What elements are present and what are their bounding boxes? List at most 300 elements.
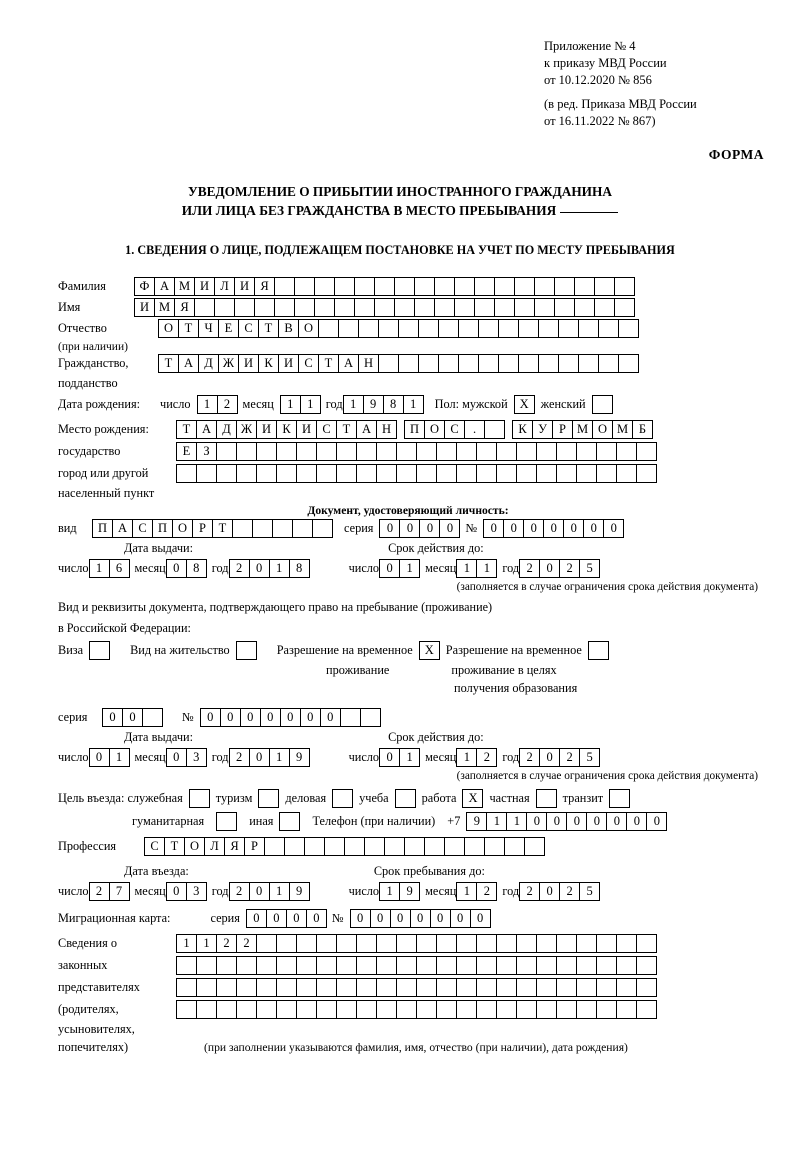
- form-cell[interactable]: [596, 934, 617, 953]
- doc-valid-year-cells[interactable]: [519, 559, 599, 578]
- form-cell[interactable]: [494, 298, 515, 317]
- form-cell[interactable]: [536, 464, 557, 483]
- form-cell[interactable]: 2: [476, 882, 497, 901]
- form-cell[interactable]: [214, 298, 235, 317]
- form-cell[interactable]: С: [238, 319, 259, 338]
- form-cell[interactable]: У: [532, 420, 553, 439]
- checkbox-purpose-transit[interactable]: [609, 789, 630, 808]
- form-cell[interactable]: [616, 956, 637, 975]
- form-cell[interactable]: [276, 1000, 297, 1019]
- form-cell[interactable]: А: [196, 420, 217, 439]
- form-cell[interactable]: [556, 1000, 577, 1019]
- form-cell[interactable]: [236, 978, 257, 997]
- form-cell[interactable]: [376, 464, 397, 483]
- form-cell[interactable]: Я: [224, 837, 245, 856]
- form-cell[interactable]: 3: [186, 882, 207, 901]
- form-cell[interactable]: [356, 442, 377, 461]
- form-cell[interactable]: Ф: [134, 277, 155, 296]
- form-cell[interactable]: [554, 298, 575, 317]
- form-cell[interactable]: [436, 442, 457, 461]
- form-cell[interactable]: [574, 277, 595, 296]
- form-cell[interactable]: [476, 464, 497, 483]
- form-cell[interactable]: [476, 956, 497, 975]
- form-cell[interactable]: С: [298, 354, 319, 373]
- form-cell[interactable]: [376, 442, 397, 461]
- form-cell[interactable]: [216, 978, 237, 997]
- birth-place-row2-cells[interactable]: [176, 442, 656, 461]
- form-cell[interactable]: [334, 298, 355, 317]
- entry-month-cells[interactable]: [166, 882, 206, 901]
- form-cell[interactable]: [458, 354, 479, 373]
- form-cell[interactable]: [516, 442, 537, 461]
- doc-series-cells[interactable]: [379, 519, 459, 538]
- form-cell[interactable]: 5: [579, 882, 600, 901]
- form-cell[interactable]: [414, 298, 435, 317]
- form-cell[interactable]: [316, 442, 337, 461]
- form-cell[interactable]: 0: [503, 519, 524, 538]
- form-cell[interactable]: [536, 978, 557, 997]
- form-cell[interactable]: [394, 298, 415, 317]
- form-cell[interactable]: 1: [456, 748, 477, 767]
- form-cell[interactable]: 0: [586, 812, 607, 831]
- form-cell[interactable]: [636, 442, 657, 461]
- checkbox-temp-residence[interactable]: Х: [419, 641, 440, 660]
- birth-year-cells[interactable]: [343, 395, 423, 414]
- form-cell[interactable]: [538, 354, 559, 373]
- form-cell[interactable]: [496, 1000, 517, 1019]
- form-cell[interactable]: [296, 1000, 317, 1019]
- form-cell[interactable]: [396, 978, 417, 997]
- form-cell[interactable]: 2: [519, 748, 540, 767]
- form-cell[interactable]: С: [144, 837, 165, 856]
- form-cell[interactable]: 0: [483, 519, 504, 538]
- form-cell[interactable]: [272, 519, 293, 538]
- form-cell[interactable]: 2: [229, 882, 250, 901]
- form-cell[interactable]: [478, 319, 499, 338]
- form-cell[interactable]: [578, 319, 599, 338]
- form-cell[interactable]: [438, 319, 459, 338]
- form-cell[interactable]: И: [278, 354, 299, 373]
- form-cell[interactable]: [616, 1000, 637, 1019]
- form-cell[interactable]: 8: [289, 559, 310, 578]
- form-cell[interactable]: [256, 464, 277, 483]
- doc-issue-month-cells[interactable]: [166, 559, 206, 578]
- form-cell[interactable]: Д: [216, 420, 237, 439]
- form-cell[interactable]: С: [132, 519, 153, 538]
- form-cell[interactable]: Т: [318, 354, 339, 373]
- form-cell[interactable]: [234, 298, 255, 317]
- form-cell[interactable]: [394, 277, 415, 296]
- checkbox-residence-permit[interactable]: [236, 641, 257, 660]
- form-cell[interactable]: А: [178, 354, 199, 373]
- form-cell[interactable]: [576, 464, 597, 483]
- doc-valid-day-cells[interactable]: [379, 559, 419, 578]
- form-cell[interactable]: [216, 956, 237, 975]
- form-cell[interactable]: [504, 837, 525, 856]
- form-cell[interactable]: Н: [358, 354, 379, 373]
- form-cell[interactable]: К: [258, 354, 279, 373]
- form-cell[interactable]: 0: [249, 882, 270, 901]
- form-cell[interactable]: М: [612, 420, 633, 439]
- form-cell[interactable]: 0: [523, 519, 544, 538]
- form-cell[interactable]: [556, 956, 577, 975]
- patronymic-cells[interactable]: [158, 319, 638, 338]
- form-cell[interactable]: [496, 934, 517, 953]
- entry-day-cells[interactable]: [89, 882, 129, 901]
- form-cell[interactable]: Т: [258, 319, 279, 338]
- form-cell[interactable]: [536, 442, 557, 461]
- form-cell[interactable]: [618, 319, 639, 338]
- form-cell[interactable]: М: [174, 277, 195, 296]
- form-cell[interactable]: М: [154, 298, 175, 317]
- form-cell[interactable]: [176, 464, 197, 483]
- stay-day-cells[interactable]: [379, 882, 419, 901]
- form-cell[interactable]: [292, 519, 313, 538]
- form-cell[interactable]: [274, 298, 295, 317]
- doc-valid-month-cells[interactable]: [456, 559, 496, 578]
- form-cell[interactable]: [596, 978, 617, 997]
- stay-year-cells[interactable]: [519, 882, 599, 901]
- form-cell[interactable]: 0: [249, 748, 270, 767]
- form-cell[interactable]: 0: [419, 519, 440, 538]
- migration-series-cells[interactable]: [246, 909, 326, 928]
- form-cell[interactable]: [276, 442, 297, 461]
- form-cell[interactable]: П: [92, 519, 113, 538]
- form-cell[interactable]: 2: [229, 748, 250, 767]
- form-cell[interactable]: [274, 277, 295, 296]
- name-cells[interactable]: [134, 298, 634, 317]
- form-cell[interactable]: [276, 934, 297, 953]
- form-cell[interactable]: З: [196, 442, 217, 461]
- form-cell[interactable]: 9: [363, 395, 384, 414]
- form-cell[interactable]: [356, 934, 377, 953]
- form-cell[interactable]: 1: [300, 395, 321, 414]
- form-cell[interactable]: [416, 1000, 437, 1019]
- form-cell[interactable]: 8: [186, 559, 207, 578]
- form-cell[interactable]: [616, 442, 637, 461]
- form-cell[interactable]: [458, 319, 479, 338]
- form-cell[interactable]: 0: [240, 708, 261, 727]
- form-cell[interactable]: О: [158, 319, 179, 338]
- form-cell[interactable]: 0: [470, 909, 491, 928]
- form-cell[interactable]: [196, 1000, 217, 1019]
- form-cell[interactable]: 0: [249, 559, 270, 578]
- form-cell[interactable]: 0: [539, 559, 560, 578]
- form-cell[interactable]: [236, 464, 257, 483]
- form-cell[interactable]: [294, 298, 315, 317]
- checkbox-purpose-business[interactable]: [332, 789, 353, 808]
- form-cell[interactable]: [636, 1000, 657, 1019]
- form-cell[interactable]: [516, 464, 537, 483]
- form-cell[interactable]: [416, 934, 437, 953]
- form-cell[interactable]: [312, 519, 333, 538]
- form-cell[interactable]: [336, 978, 357, 997]
- form-cell[interactable]: [404, 837, 425, 856]
- permit-number-cells[interactable]: [200, 708, 380, 727]
- form-cell[interactable]: [578, 354, 599, 373]
- form-cell[interactable]: [276, 464, 297, 483]
- form-cell[interactable]: 9: [399, 882, 420, 901]
- form-cell[interactable]: [176, 956, 197, 975]
- form-cell[interactable]: [598, 354, 619, 373]
- form-cell[interactable]: [236, 1000, 257, 1019]
- form-cell[interactable]: [476, 442, 497, 461]
- form-cell[interactable]: [476, 934, 497, 953]
- checkbox-female[interactable]: [592, 395, 613, 414]
- checkbox-purpose-tourism[interactable]: [258, 789, 279, 808]
- birth-place-row1-cells[interactable]: [176, 420, 652, 439]
- form-cell[interactable]: [496, 442, 517, 461]
- form-cell[interactable]: П: [152, 519, 173, 538]
- form-cell[interactable]: 0: [583, 519, 604, 538]
- doc-type-cells[interactable]: [92, 519, 332, 538]
- form-cell[interactable]: [336, 956, 357, 975]
- form-cell[interactable]: [538, 319, 559, 338]
- birth-day-cells[interactable]: [197, 395, 237, 414]
- form-cell[interactable]: [316, 1000, 337, 1019]
- form-cell[interactable]: 2: [217, 395, 238, 414]
- form-cell[interactable]: 1: [269, 748, 290, 767]
- form-cell[interactable]: [376, 956, 397, 975]
- form-cell[interactable]: 0: [526, 812, 547, 831]
- form-cell[interactable]: [376, 934, 397, 953]
- form-cell[interactable]: 0: [266, 909, 287, 928]
- form-cell[interactable]: [556, 464, 577, 483]
- form-cell[interactable]: [456, 956, 477, 975]
- form-cell[interactable]: 0: [379, 519, 400, 538]
- form-cell[interactable]: 0: [220, 708, 241, 727]
- form-cell[interactable]: О: [424, 420, 445, 439]
- form-cell[interactable]: [364, 837, 385, 856]
- form-cell[interactable]: 1: [403, 395, 424, 414]
- form-cell[interactable]: 0: [350, 909, 371, 928]
- form-cell[interactable]: [356, 956, 377, 975]
- form-cell[interactable]: [360, 708, 381, 727]
- form-cell[interactable]: [316, 978, 337, 997]
- form-cell[interactable]: [254, 298, 275, 317]
- form-cell[interactable]: 1: [109, 748, 130, 767]
- form-cell[interactable]: [576, 934, 597, 953]
- form-cell[interactable]: [340, 708, 361, 727]
- form-cell[interactable]: [194, 298, 215, 317]
- form-cell[interactable]: [436, 978, 457, 997]
- form-cell[interactable]: П: [404, 420, 425, 439]
- form-cell[interactable]: [574, 298, 595, 317]
- form-cell[interactable]: [576, 442, 597, 461]
- form-cell[interactable]: 0: [450, 909, 471, 928]
- checkbox-purpose-private[interactable]: [536, 789, 557, 808]
- form-cell[interactable]: 2: [559, 748, 580, 767]
- form-cell[interactable]: [478, 354, 499, 373]
- form-cell[interactable]: [444, 837, 465, 856]
- form-cell[interactable]: Т: [158, 354, 179, 373]
- checkbox-edu-residence[interactable]: [588, 641, 609, 660]
- doc-issue-year-cells[interactable]: [229, 559, 309, 578]
- form-cell[interactable]: [498, 319, 519, 338]
- form-cell[interactable]: 1: [476, 559, 497, 578]
- form-cell[interactable]: [456, 1000, 477, 1019]
- form-cell[interactable]: 2: [559, 882, 580, 901]
- form-cell[interactable]: [454, 298, 475, 317]
- form-cell[interactable]: 0: [430, 909, 451, 928]
- form-cell[interactable]: 2: [236, 934, 257, 953]
- form-cell[interactable]: [476, 978, 497, 997]
- form-cell[interactable]: 0: [566, 812, 587, 831]
- form-cell[interactable]: [296, 442, 317, 461]
- form-cell[interactable]: [594, 298, 615, 317]
- form-cell[interactable]: [396, 934, 417, 953]
- form-cell[interactable]: [596, 464, 617, 483]
- form-cell[interactable]: [416, 978, 437, 997]
- form-cell[interactable]: 1: [399, 559, 420, 578]
- form-cell[interactable]: 1: [456, 559, 477, 578]
- form-cell[interactable]: Р: [552, 420, 573, 439]
- form-cell[interactable]: [418, 319, 439, 338]
- form-cell[interactable]: 0: [546, 812, 567, 831]
- form-cell[interactable]: [614, 277, 635, 296]
- form-cell[interactable]: 9: [289, 748, 310, 767]
- form-cell[interactable]: 0: [166, 882, 187, 901]
- form-cell[interactable]: [374, 277, 395, 296]
- form-cell[interactable]: [534, 277, 555, 296]
- form-cell[interactable]: [264, 837, 285, 856]
- form-cell[interactable]: С: [444, 420, 465, 439]
- checkbox-purpose-work[interactable]: Х: [462, 789, 483, 808]
- form-cell[interactable]: 1: [506, 812, 527, 831]
- form-cell[interactable]: [318, 319, 339, 338]
- form-cell[interactable]: 2: [559, 559, 580, 578]
- form-cell[interactable]: [316, 934, 337, 953]
- checkbox-purpose-other[interactable]: [279, 812, 300, 831]
- form-cell[interactable]: И: [134, 298, 155, 317]
- form-cell[interactable]: М: [572, 420, 593, 439]
- form-cell[interactable]: [398, 354, 419, 373]
- form-cell[interactable]: [418, 354, 439, 373]
- form-cell[interactable]: [536, 1000, 557, 1019]
- form-cell[interactable]: [296, 956, 317, 975]
- form-cell[interactable]: 1: [197, 395, 218, 414]
- form-cell[interactable]: [558, 319, 579, 338]
- form-cell[interactable]: [232, 519, 253, 538]
- legal-reps-row2-cells[interactable]: [176, 956, 656, 975]
- surname-cells[interactable]: [134, 277, 634, 296]
- form-cell[interactable]: [556, 442, 577, 461]
- form-cell[interactable]: 0: [626, 812, 647, 831]
- form-cell[interactable]: 0: [399, 519, 420, 538]
- form-cell[interactable]: [454, 277, 475, 296]
- form-cell[interactable]: [474, 298, 495, 317]
- form-cell[interactable]: А: [112, 519, 133, 538]
- form-cell[interactable]: [424, 837, 445, 856]
- form-cell[interactable]: 0: [390, 909, 411, 928]
- form-cell[interactable]: 0: [606, 812, 627, 831]
- form-cell[interactable]: [596, 956, 617, 975]
- form-cell[interactable]: К: [276, 420, 297, 439]
- form-cell[interactable]: [354, 298, 375, 317]
- form-cell[interactable]: [256, 978, 277, 997]
- form-cell[interactable]: [256, 956, 277, 975]
- form-cell[interactable]: [336, 934, 357, 953]
- form-cell[interactable]: [436, 464, 457, 483]
- permit-valid-month-cells[interactable]: [456, 748, 496, 767]
- form-cell[interactable]: [398, 319, 419, 338]
- form-cell[interactable]: Б: [632, 420, 653, 439]
- form-cell[interactable]: С: [316, 420, 337, 439]
- form-cell[interactable]: [556, 934, 577, 953]
- form-cell[interactable]: Т: [164, 837, 185, 856]
- form-cell[interactable]: [356, 1000, 377, 1019]
- birth-place-row3-cells[interactable]: [176, 464, 656, 483]
- form-cell[interactable]: [616, 464, 637, 483]
- form-cell[interactable]: [396, 1000, 417, 1019]
- form-cell[interactable]: [616, 978, 637, 997]
- form-cell[interactable]: 9: [466, 812, 487, 831]
- form-cell[interactable]: 1: [456, 882, 477, 901]
- form-cell[interactable]: Т: [178, 319, 199, 338]
- form-cell[interactable]: О: [298, 319, 319, 338]
- form-cell[interactable]: 6: [109, 559, 130, 578]
- form-cell[interactable]: И: [194, 277, 215, 296]
- form-cell[interactable]: 0: [200, 708, 221, 727]
- checkbox-purpose-study[interactable]: [395, 789, 416, 808]
- form-cell[interactable]: [276, 978, 297, 997]
- form-cell[interactable]: [416, 442, 437, 461]
- form-cell[interactable]: [252, 519, 273, 538]
- form-cell[interactable]: 1: [280, 395, 301, 414]
- form-cell[interactable]: [216, 1000, 237, 1019]
- form-cell[interactable]: [576, 956, 597, 975]
- form-cell[interactable]: [142, 708, 163, 727]
- form-cell[interactable]: [304, 837, 325, 856]
- form-cell[interactable]: [396, 442, 417, 461]
- form-cell[interactable]: [474, 277, 495, 296]
- form-cell[interactable]: 0: [646, 812, 667, 831]
- form-cell[interactable]: Ч: [198, 319, 219, 338]
- form-cell[interactable]: [284, 837, 305, 856]
- form-cell[interactable]: [534, 298, 555, 317]
- form-cell[interactable]: [378, 354, 399, 373]
- permit-series-cells[interactable]: [102, 708, 162, 727]
- form-cell[interactable]: О: [172, 519, 193, 538]
- form-cell[interactable]: 0: [300, 708, 321, 727]
- form-cell[interactable]: О: [184, 837, 205, 856]
- form-cell[interactable]: 0: [166, 559, 187, 578]
- form-cell[interactable]: 1: [343, 395, 364, 414]
- form-cell[interactable]: И: [296, 420, 317, 439]
- form-cell[interactable]: Н: [376, 420, 397, 439]
- form-cell[interactable]: [596, 442, 617, 461]
- form-cell[interactable]: [516, 934, 537, 953]
- form-cell[interactable]: [236, 442, 257, 461]
- form-cell[interactable]: [464, 837, 485, 856]
- form-cell[interactable]: [356, 464, 377, 483]
- form-cell[interactable]: 0: [320, 708, 341, 727]
- form-cell[interactable]: [554, 277, 575, 296]
- form-cell[interactable]: 0: [89, 748, 110, 767]
- form-cell[interactable]: 0: [379, 559, 400, 578]
- form-cell[interactable]: К: [512, 420, 533, 439]
- form-cell[interactable]: Т: [336, 420, 357, 439]
- form-cell[interactable]: 0: [166, 748, 187, 767]
- form-cell[interactable]: [614, 298, 635, 317]
- form-cell[interactable]: О: [592, 420, 613, 439]
- form-cell[interactable]: [196, 464, 217, 483]
- form-cell[interactable]: 0: [539, 882, 560, 901]
- form-cell[interactable]: [216, 442, 237, 461]
- form-cell[interactable]: [618, 354, 639, 373]
- form-cell[interactable]: 0: [286, 909, 307, 928]
- checkbox-male[interactable]: Х: [514, 395, 535, 414]
